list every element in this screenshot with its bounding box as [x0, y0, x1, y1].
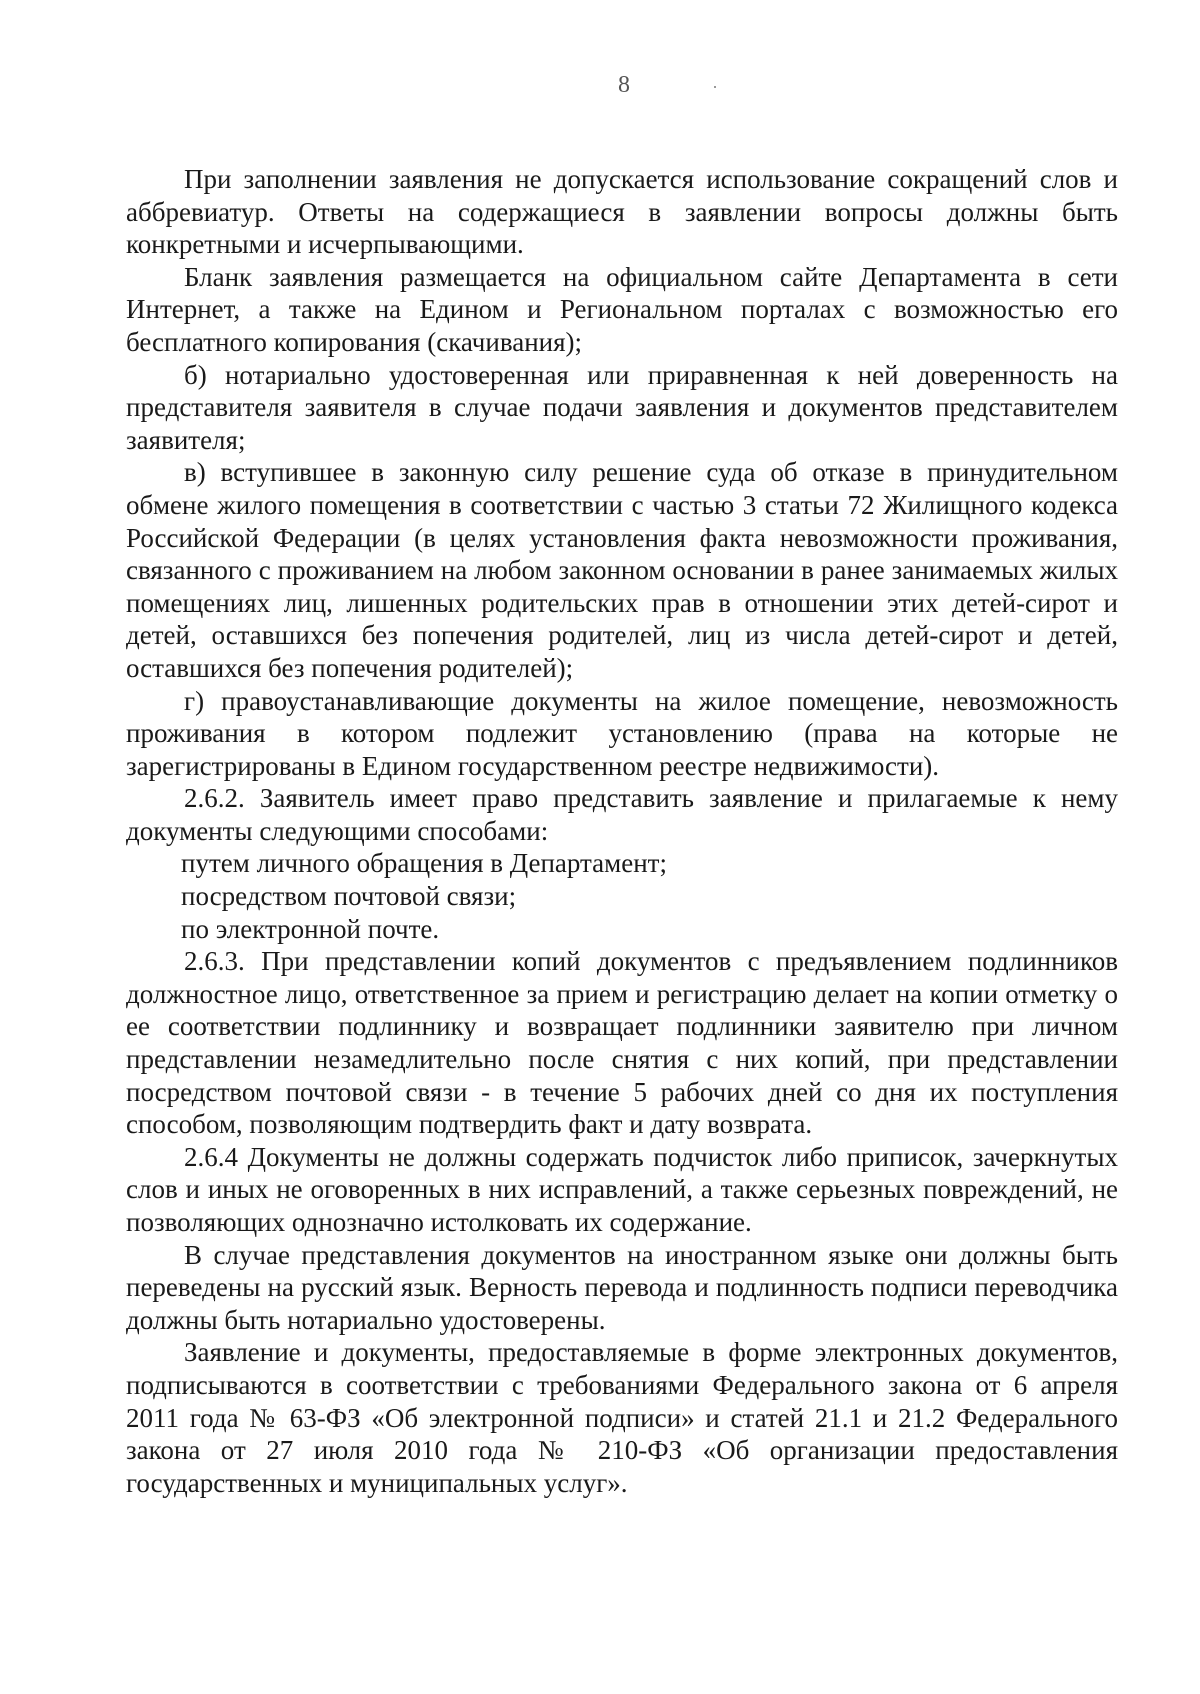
paragraph: Заявление и документы, предоставляемые в форме электронных документов, подписываются в соответствии с требованиями Федерального закона от 6 апреля 2011 года № 63-ФЗ «Об электронной подписи» и статей 21.1 и 21.2 Федерального закона от 27 июля 2010 года № 210-ФЗ «Об организации предоставления государственных и муниципальных услуг». — [126, 1337, 1118, 1498]
list-item: путем личного обращения в Департамент; — [181, 848, 667, 879]
paragraph: При заполнении заявления не допускается использование сокращений слов и аббревиатур. Ответы на содержащиеся в заявлении вопросы должны быть конкретными и исчерпывающими. — [126, 164, 1118, 260]
paragraph: Бланк заявления размещается на официальном сайте Департамента в сети Интернет, а также на Едином и Региональном порталах с возможностью его бесплатного копирования (скачивания); — [126, 261, 1118, 357]
paragraph: 2.6.3. При представлении копий документов с предъявлением подлинников должностное лицо, ответственное за прием и регистрацию делает на копии отметку о ее соответствии подлиннику и возвращает подлинники заявителю при личном представлении незамедлительно после снятия с них копий, при представлении посредством почтовой связи - в течение 5 рабочих дней со дня их поступления способом, позволяющим подтвердить факт и дату возврата. — [126, 946, 1118, 1140]
list-item: посредством почтовой связи; — [181, 881, 517, 912]
paragraph: в) вступившее в законную силу решение суда об отказе в принудительном обмене жилого помещения в соответствии с частью 3 статьи 72 Жилищного кодекса Российской Федерации (в целях установления факта невозможности проживания, связанного с проживанием на любом законном основании в ранее занимаемых жилых помещениях лиц, лишенных родительских прав в отношении этих детей-сирот и детей, оставшихся без попечения родителей, лиц из числа детей-сирот и детей, оставшихся без попечения родителей); — [126, 457, 1118, 683]
list-item: по электронной почте. — [181, 913, 440, 944]
paragraph: б) нотариально удостоверенная или приравненная к ней доверенность на представителя заявителя в случае подачи заявления и документов представителем заявителя; — [126, 359, 1118, 455]
scan-speck — [714, 86, 716, 88]
paragraph: 2.6.2. Заявитель имеет право представить заявление и прилагаемые к нему документы следующими способами: — [126, 783, 1118, 846]
document-body — [126, 163, 1118, 1499]
paragraph: В случае представления документов на иностранном языке они должны быть переведены на русский язык. Верность перевода и подлинность подписи переводчика должны быть нотариально удостоверены. — [126, 1239, 1118, 1335]
paragraph: 2.6.4 Документы не должны содержать подчисток либо приписок, зачеркнутых слов и иных не оговоренных в них исправлений, а также серьезных повреждений, не позволяющих однозначно истолковать их содержание. — [126, 1141, 1118, 1237]
paragraph: г) правоустанавливающие документы на жилое помещение, невозможность проживания в котором подлежит установлению (права на которые не зарегистрированы в Едином государственном реестре недвижимости). — [126, 685, 1118, 781]
page-number: 8 — [618, 72, 630, 98]
